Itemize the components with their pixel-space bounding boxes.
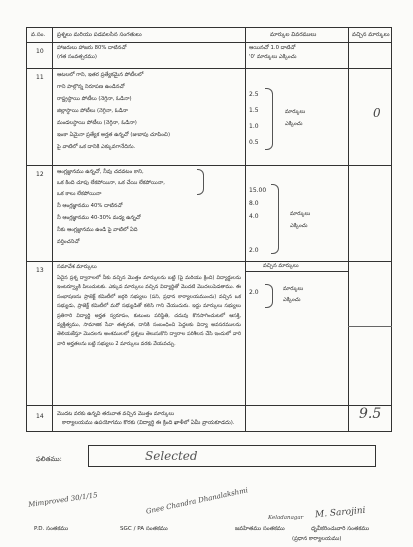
- row-10-detail: '0' మార్కులు ఎక్కించు: [249, 54, 297, 60]
- row-12-details-label: మార్కులు: [290, 211, 311, 217]
- row-11-line: ఆటలలో గాని, ఇతర ప్రత్యేకమైన పోటీలలో: [57, 72, 144, 78]
- result-box: [88, 445, 376, 467]
- office-use-note: కార్యాలయము ఉపయోగము కొరకు (విద్యార్థి ఈ క్రింది ఖాళీలో ఏమీ వ్రాయకూడదు).: [62, 420, 235, 426]
- brace-icon: [265, 284, 273, 308]
- sgc-signature: Gnee Chandra Dhanalakshmi: [145, 486, 249, 516]
- row-12-line: నీ ఆంగ్లజ్ఞానము 40% దాటినచో: [57, 203, 123, 209]
- brace-icon: [265, 88, 273, 150]
- row-13-details-label: ఎక్కించు: [283, 297, 301, 303]
- row-number: 12: [36, 171, 44, 178]
- row-divider: [27, 68, 391, 69]
- marks-table: [26, 27, 392, 432]
- row-13-details-label: మార్కులు: [283, 286, 304, 292]
- row-10-detail: ఆయినచో 1.0 దాటిచో: [249, 45, 296, 51]
- row-number: 13: [36, 267, 44, 274]
- col-divider: [348, 28, 349, 431]
- row-12-mark: 4.0: [249, 213, 259, 220]
- row-11-line: గాని పాల్గొన్న నిరూపణ ఉండినచో: [57, 84, 125, 90]
- result-value: Selected: [145, 449, 198, 463]
- row-14-line: మొదట వరకు ఉన్నవి తరువాత వచ్చిన మొత్తం మార్కులు: [57, 411, 175, 417]
- member-signature-label: జవహితము సంతకము: [235, 526, 285, 532]
- row-11-line: పై వాటిలో ఒక దానికి ఎక్కువగానేదిను.: [57, 144, 136, 150]
- header-marks-awarded: వచ్చిన మార్కులు: [352, 32, 390, 38]
- col-divider: [52, 28, 53, 431]
- row-number: 14: [36, 413, 44, 420]
- row-13-paragraph: ఏదైన ప్రశ్న ద్వారాలలో నీకు వచ్చిన మొత్తం మార్కులను బట్టి (పై మరియు క్రింది) విద్యార్థులను ఇంటర్వ్యూకి పిలుచుటకు. ఎక్కువ మార్కులు వచ్చిన విద్యార్థితో మొదటి మొదలుపెడతాము. ఈ సంభాషణను ప్రాజెక్ట్ కమిటీలో జర్గరి సభ్యులు (పని, ప్రధాన కార్యాలయముందు) వచ్చిన ఒక సభ్యుడు, ప్రాజెక్ట్ కమిటీలో మరో సభ్యుడితో కలిసి గాని చేయుదురు. ఇద్దు మార్కులు సభ్యులు ప్రతిగారి విద్యార్థి అర్హత స్వరూపం, కుటుంబ పరిస్థితి, చదువు కొనసాగించుటలో ఆసక్తి, వ్యక్తిత్వము, సామాజిక సేవా తత్పరత, దానికి సంబంధించి పెద్దలకు విద్యా అవసరములను తెలియజేస్తూ మొదలగు అంశములలో ప్రశ్నలు తెలుసుకొని ద్వారాల పరిశీలన చేసి ఇందులో వారి వారి అర్హతలను బట్టి సభ్యులు 2 మార్కులు వరకు వేయవచ్చు.: [57, 275, 241, 347]
- row-11-details-label: మార్కులు: [285, 109, 306, 115]
- row-divider: [27, 405, 391, 406]
- result-label: ఫలితము:: [36, 455, 62, 463]
- row-13-awarded-label: వచ్చిన మార్కులు: [263, 263, 299, 269]
- col-divider: [245, 28, 246, 431]
- row-12-mark: 15.00: [249, 187, 267, 194]
- row-10-line: హాజరులు హాజరు 80% దాటినచో: [57, 45, 127, 51]
- row-13-title: సమావేశ మార్కులు: [57, 264, 97, 270]
- pd-signature: Mimproved 30/1/15: [27, 491, 99, 509]
- row-number: 11: [36, 74, 44, 81]
- row-11-line: ఇంకా ఏమైనా ప్రత్యేక అర్హత ఉన్నచో (జుబాపు చూపించి): [57, 132, 171, 138]
- row-11-line: జిల్లాస్థాయి పోటీలు (నెగ్గినా, ఓడినా: [57, 108, 129, 114]
- row-12-line: ఒక కాలు లేకపోయినా: [57, 191, 102, 197]
- row-12-mark: 2.0: [249, 247, 259, 254]
- row-12-line: ఒక కింది చూపు లేకపోయినా, ఒక చేయి లేకపోయినా,: [57, 180, 165, 186]
- row-12-line: ఆంగ్లజ్ఞానము ఉన్నచో, నీవు చదవటం కాని,: [57, 169, 144, 175]
- brace-icon: [197, 169, 204, 195]
- row-divider: [27, 42, 391, 43]
- chief-signature: M. Sarojini: [314, 505, 366, 521]
- row-11-mark: 1.0: [249, 123, 259, 130]
- member-signature: Keladanagar: [268, 515, 304, 521]
- row-11-mark: 1.5: [249, 107, 259, 114]
- row-11-line: మండలస్థాయి పోటీలు (నెగ్గినా, ఓడినా): [57, 120, 137, 126]
- row-10-line: (గత సంవత్సరము): [57, 54, 97, 60]
- sgc-signature-label: SGC / PA సంతకము: [120, 526, 168, 532]
- row-number: 10: [36, 48, 44, 55]
- row-11-mark: 0.5: [249, 139, 259, 146]
- brace-icon: [271, 184, 279, 254]
- header-marks-details: మార్కుల వివరములు: [270, 32, 317, 38]
- row-13-mark: 2.0: [249, 289, 259, 296]
- row-11-mark: 2.5: [249, 91, 259, 98]
- awarded-tick-line: [348, 326, 392, 327]
- chief-signature-label: ధృవీకరించువారి సంతకము: [311, 526, 370, 532]
- row-divider: [27, 261, 391, 262]
- head-office-label: (ప్రధాన కార్యాలయము): [292, 536, 342, 542]
- row-12-line: వర్తించనిచో: [57, 239, 80, 245]
- row-divider: [27, 165, 391, 166]
- row-12-mark: 8.0: [249, 200, 259, 207]
- row-12-line: నీకు ఆంగ్లజ్ఞానము ఉండి పై వాటిలో ఏది: [57, 227, 138, 233]
- row-14-awarded: 9.5: [359, 406, 382, 422]
- row-11-awarded: 0: [373, 106, 381, 120]
- header-sno: వ.సం.: [31, 32, 46, 38]
- row-12-details-label: ఎక్కించు: [290, 223, 308, 229]
- pd-signature-label: P.D. సంతకము: [34, 526, 69, 532]
- row-11-details-label: ఎక్కించు: [285, 121, 303, 127]
- row-12-line: నీ ఆంగ్లజ్ఞానము 40-30% మధ్య ఉన్నచో: [57, 215, 141, 221]
- header-particulars: ప్రశ్నలు మరియు పడవలసిన సంగతులు: [57, 32, 142, 38]
- row-11-line: రాష్ట్రస్థాయి పోటీలు (నెగ్గినా, ఓడినా): [57, 96, 132, 102]
